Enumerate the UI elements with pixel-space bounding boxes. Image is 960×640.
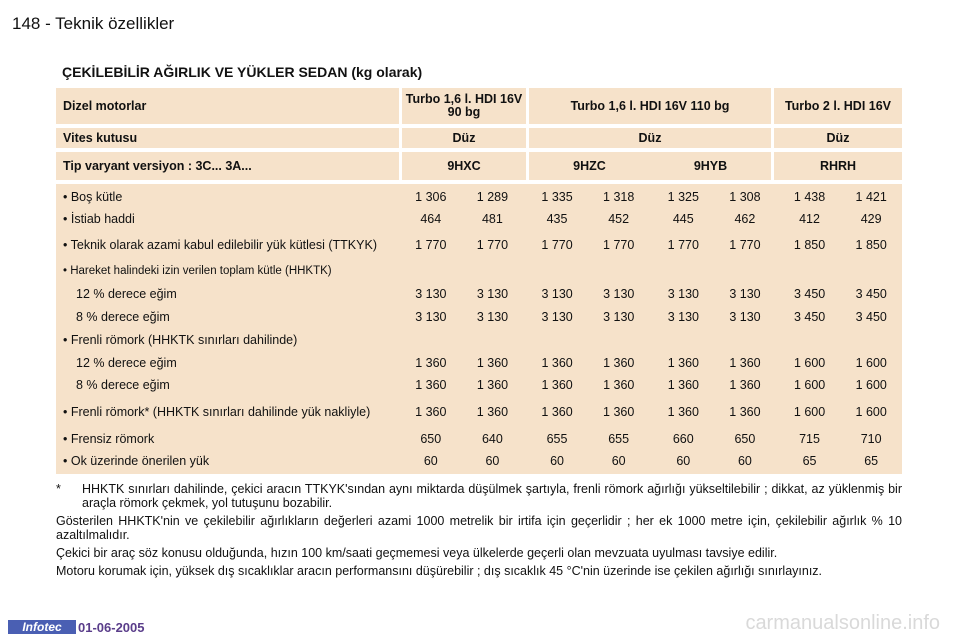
row-label: • Frenli römork* (HHKTK sınırları dahilinde yük nakliyle) (63, 405, 371, 419)
row-value: 445 (672, 212, 694, 226)
notes (56, 482, 902, 582)
values-block (56, 184, 902, 474)
row-label: • Frenli römork (HHKTK sınırları dahilinde) (63, 333, 298, 347)
row-value: 1 360 (476, 378, 509, 392)
table-row (56, 352, 902, 374)
variant-row (56, 152, 902, 180)
variant-3: 9HYB (650, 152, 771, 180)
gearbox-group-2: Düz (529, 128, 771, 148)
engine-row (56, 88, 902, 124)
row-label: 12 % derece eğim (76, 356, 177, 370)
variant-2: 9HZC (529, 152, 650, 180)
engine-group-2: Turbo 1,6 l. HDI 16V 110 bg (529, 88, 771, 124)
table-row (56, 186, 902, 208)
footnote-text: HHKTK sınırları dahilinde, çekici aracın TTKYK'sından aynı miktarda düşülmek şartıyla, frenli römork ağırlığı yükseltilebilir ; dikkat, az yüklenmiş bir araçla römork çekmek, yol tutuşunu bozabilir. (82, 482, 902, 510)
row-value: 1 360 (476, 405, 509, 419)
row-label: • Hareket halindeki izin verilen toplam kütle (HHKTK) (63, 265, 332, 277)
row-label: 12 % derece eğim (76, 287, 177, 301)
row-value: 1 770 (476, 238, 509, 252)
section-title: ÇEKİLEBİLİR AĞIRLIK VE YÜKLER SEDAN (kg olarak) (62, 64, 423, 80)
row-value: 710 (860, 432, 882, 446)
infotec-logo: Infotec (8, 620, 76, 634)
row-value: 1 600 (793, 356, 826, 370)
row-value: 1 360 (667, 356, 699, 370)
table-row (56, 428, 902, 450)
row-value: 1 360 (476, 356, 509, 370)
row-value: 3 130 (476, 287, 509, 301)
row-value: 3 130 (603, 287, 635, 301)
footnote-asterisk: * (56, 482, 61, 496)
table-row (56, 450, 902, 472)
row-value: 60 (737, 454, 752, 468)
row-label: • İstiab haddi (63, 212, 135, 226)
row-value: 1 360 (541, 356, 573, 370)
row-value: 1 770 (667, 238, 699, 252)
row-value: 60 (423, 454, 438, 468)
row-value: 640 (481, 432, 503, 446)
row-value: 3 450 (793, 287, 826, 301)
row-value: 1 600 (855, 378, 887, 392)
row-value: 1 360 (603, 356, 635, 370)
row-value: 1 325 (667, 190, 699, 204)
row-value: 65 (864, 454, 879, 468)
row-label: • Frensiz römork (63, 432, 155, 446)
row-value: 1 308 (729, 190, 761, 204)
row-value: 1 850 (793, 238, 826, 252)
row-value: 1 360 (415, 356, 447, 370)
table-row (56, 328, 902, 352)
row-value: 1 318 (603, 190, 635, 204)
row-value: 3 130 (729, 287, 761, 301)
row-value: 435 (546, 212, 568, 226)
row-value: 1 438 (793, 190, 826, 204)
row-value: 3 130 (415, 287, 447, 301)
row-value: 1 360 (415, 405, 447, 419)
row-value: 3 130 (667, 287, 699, 301)
row-value: 1 770 (729, 238, 761, 252)
table-row (56, 396, 902, 428)
row-value: 1 421 (855, 190, 887, 204)
note-speed: Çekici bir araç söz konusu olduğunda, hızın 100 km/saati geçmemesi veya ülkelerde geçerli olan mevzuata uyulması tavsiye edilir. (56, 546, 778, 560)
row-value: 1 289 (476, 190, 509, 204)
row-value: 1 600 (793, 405, 826, 419)
row-value: 1 850 (855, 238, 887, 252)
table-row (56, 306, 902, 328)
row-value: 3 130 (541, 287, 573, 301)
row-value: 1 360 (415, 378, 447, 392)
row-value: 60 (485, 454, 500, 468)
row-value: 1 600 (793, 378, 826, 392)
variant-1: 9HXC (402, 152, 526, 180)
row-value: 65 (802, 454, 817, 468)
row-value: 1 600 (855, 356, 887, 370)
specs-table (56, 88, 902, 474)
row-value: 60 (611, 454, 626, 468)
row-value: 3 130 (476, 310, 509, 324)
row-value: 60 (676, 454, 691, 468)
table-row (56, 208, 902, 230)
table-row (56, 282, 902, 306)
row-value: 3 450 (793, 310, 826, 324)
row-value: 1 360 (667, 405, 699, 419)
gearbox-row (56, 128, 902, 148)
note-temperature: Motoru korumak için, yüksek dış sıcaklıklar aracın performansını düşürebilir ; dış sıcaklık 45 °C'nin üzerinde ise çekilen ağırlığı sınırlayınız. (56, 564, 823, 578)
row-value: 1 360 (729, 405, 761, 419)
row-value: 3 450 (855, 287, 887, 301)
row-value: 412 (799, 212, 820, 226)
row-value: 1 360 (541, 378, 573, 392)
row-value: 660 (672, 432, 694, 446)
row-label: • Boş kütle (63, 190, 123, 204)
row-label: • Teknik olarak azami kabul edilebilir yük kütlesi (TTKYK) (63, 238, 377, 252)
row-value: 1 360 (603, 405, 635, 419)
row-value: 650 (420, 432, 442, 446)
row-value: 3 130 (415, 310, 447, 324)
row-value: 1 335 (541, 190, 573, 204)
row-value: 1 360 (667, 378, 699, 392)
footer-date: 01-06-2005 (78, 620, 145, 635)
row-value: 655 (608, 432, 630, 446)
row-value: 1 360 (541, 405, 573, 419)
table-row (56, 230, 902, 260)
footnote (56, 482, 902, 510)
note-altitude: Gösterilen HHKTK'nin ve çekilebilir ağırlıkların değerleri azami 1000 metrelik bir irtifa için geçerlidir ; her ek 1000 metre için, çekilebilir ağırlık % 10 azaltılmalıdır. (56, 514, 902, 542)
row-label: 8 % derece eğim (76, 310, 170, 324)
watermark: carmanualsonline.info (745, 612, 940, 634)
row-value: 650 (734, 432, 756, 446)
engine-label: Dizel motorlar (56, 88, 399, 124)
row-value: 3 130 (541, 310, 573, 324)
row-value: 462 (734, 212, 756, 226)
row-value: 3 130 (667, 310, 699, 324)
row-label: 8 % derece eğim (76, 378, 170, 392)
variant-4: RHRH (774, 152, 902, 180)
page-header: 148 - Teknik özellikler (12, 14, 175, 33)
row-value: 715 (799, 432, 820, 446)
row-value: 3 450 (855, 310, 887, 324)
row-value: 1 770 (541, 238, 573, 252)
row-value: 1 770 (603, 238, 635, 252)
row-value: 655 (546, 432, 568, 446)
row-value: 1 360 (603, 378, 635, 392)
row-value: 3 130 (603, 310, 635, 324)
gearbox-group-3: Düz (774, 128, 902, 148)
gearbox-label: Vites kutusu (56, 128, 399, 148)
table-row (56, 374, 902, 396)
row-value: 429 (860, 212, 882, 226)
row-value: 452 (608, 212, 630, 226)
variant-label: Tip varyant versiyon : 3C... 3A... (56, 152, 399, 180)
row-value: 464 (420, 212, 442, 226)
row-value: 1 770 (415, 238, 447, 252)
engine-group-3: Turbo 2 l. HDI 16V (774, 88, 902, 124)
row-label: • Ok üzerinde önerilen yük (63, 454, 210, 468)
table-row (56, 260, 902, 282)
row-value: 1 600 (855, 405, 887, 419)
gearbox-group-1: Düz (402, 128, 526, 148)
row-value: 3 130 (729, 310, 761, 324)
row-value: 1 360 (729, 356, 761, 370)
row-value: 60 (550, 454, 564, 468)
row-value: 1 360 (729, 378, 761, 392)
row-value: 481 (481, 212, 503, 226)
row-value: 1 306 (415, 190, 447, 204)
engine-group-1: Turbo 1,6 l. HDI 16V 90 bg (402, 88, 526, 124)
